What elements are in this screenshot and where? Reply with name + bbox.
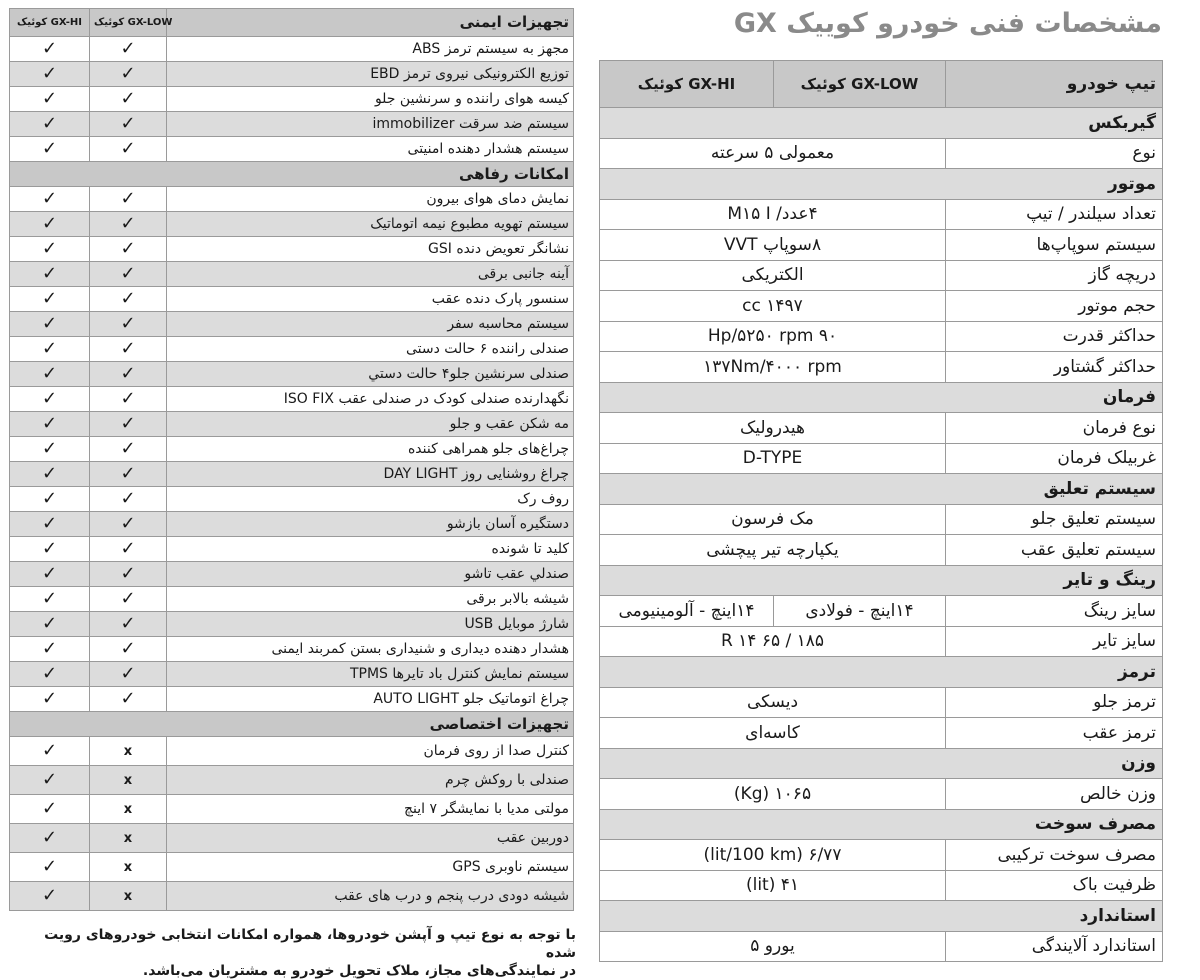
gx-hi-mark xyxy=(10,212,90,237)
gx-low-mark xyxy=(90,412,167,437)
gx-hi-mark xyxy=(10,612,90,637)
table-row xyxy=(10,587,574,612)
gx-hi-mark xyxy=(10,337,90,362)
check-icon: ✓ xyxy=(41,63,58,84)
spec-label: سیستم سوپاپ‌ها xyxy=(946,230,1163,261)
table-row xyxy=(10,337,574,362)
check-icon: ✓ xyxy=(120,188,136,209)
check-icon: ✓ xyxy=(41,538,58,559)
table-row xyxy=(10,362,574,387)
feature-name: سیستم هشدار دهنده امنیتی xyxy=(167,137,574,162)
gx-hi-mark xyxy=(10,662,90,687)
feature-name: سیستم ناوبری GPS xyxy=(167,853,574,882)
gx-hi-mark xyxy=(10,112,90,137)
gx-hi-mark xyxy=(10,853,90,882)
check-icon: ✓ xyxy=(120,88,136,109)
check-icon: ✓ xyxy=(41,88,58,109)
check-icon: ✓ xyxy=(41,188,58,209)
check-icon: ✓ xyxy=(41,263,58,284)
gx-low-mark xyxy=(90,853,167,882)
spec-row-throttle xyxy=(600,260,1163,291)
table-row xyxy=(10,737,574,766)
table-row xyxy=(10,487,574,512)
gx-low-mark xyxy=(90,137,167,162)
gx-hi-mark xyxy=(10,824,90,853)
equipment-table-body xyxy=(10,9,574,911)
spec-label: دریچه گاز xyxy=(946,260,1163,291)
table-row xyxy=(10,824,574,853)
check-icon: ✓ xyxy=(120,638,136,659)
gx-hi-mark xyxy=(10,362,90,387)
check-icon: ✓ xyxy=(120,688,136,709)
gx-low-mark xyxy=(90,737,167,766)
feature-name: سیستم محاسبه سفر xyxy=(167,312,574,337)
check-icon: ✓ xyxy=(41,438,58,459)
spec-label: سیستم تعلیق جلو xyxy=(946,504,1163,535)
cross-icon: x xyxy=(123,831,133,846)
spec-value: دیسکی xyxy=(600,687,946,718)
section-title-weight: وزن xyxy=(600,748,1163,779)
check-icon: ✓ xyxy=(120,138,136,159)
table-row xyxy=(10,87,574,112)
feature-name: صندلي عقب تاشو xyxy=(167,562,574,587)
check-icon: ✓ xyxy=(41,798,58,819)
spec-value: ۹۰ Hp/۵۲۵۰ rpm xyxy=(600,321,946,352)
table-row xyxy=(10,612,574,637)
check-icon: ✓ xyxy=(41,613,58,634)
section-fuel xyxy=(600,809,1163,840)
check-icon: ✓ xyxy=(41,313,58,334)
spec-row-tire-size xyxy=(600,626,1163,657)
gx-low-mark xyxy=(90,337,167,362)
feature-name: چراغ اتوماتیک جلو AUTO LIGHT xyxy=(167,687,574,712)
feature-name: سیستم ضد سرقت immobilizer xyxy=(167,112,574,137)
check-icon: ✓ xyxy=(120,113,136,134)
footnote-line-2: در نمایندگی‌های مجاز، ملاک تحویل خودرو به مشتریان می‌باشد. xyxy=(142,963,576,979)
feature-name: چراغ‌های جلو همراهی کننده xyxy=(167,437,574,462)
check-icon: ✓ xyxy=(41,463,58,484)
feature-name: کنترل صدا از روی فرمان xyxy=(167,737,574,766)
spec-value: D-TYPE xyxy=(600,443,946,474)
check-icon: ✓ xyxy=(120,288,136,309)
gx-low-mark xyxy=(90,262,167,287)
gx-low-mark xyxy=(90,562,167,587)
section-standard xyxy=(600,901,1163,932)
gx-hi-mark xyxy=(10,412,90,437)
spec-row-gearbox-type xyxy=(600,138,1163,169)
table-row xyxy=(10,62,574,87)
check-icon: ✓ xyxy=(41,827,58,848)
spec-label: ترمز جلو xyxy=(946,687,1163,718)
feature-name: صندلی راننده ۶ حالت دستی xyxy=(167,337,574,362)
feature-name: توزیع الکترونیکی نیروی ترمز EBD xyxy=(167,62,574,87)
gx-hi-mark xyxy=(10,287,90,312)
spec-value: هیدرولیک xyxy=(600,413,946,444)
gx-low-mark xyxy=(90,112,167,137)
spec-row-valves xyxy=(600,230,1163,261)
check-icon: ✓ xyxy=(41,138,58,159)
specs-table xyxy=(599,60,1163,962)
section-title-wheels: رینگ و تایر xyxy=(600,565,1163,596)
check-icon: ✓ xyxy=(41,740,58,761)
gx-hi-mark xyxy=(10,137,90,162)
gx-hi-mark xyxy=(10,637,90,662)
gx-hi-mark xyxy=(10,512,90,537)
section-wheels xyxy=(600,565,1163,596)
gx-hi-mark xyxy=(10,237,90,262)
check-icon: ✓ xyxy=(41,563,58,584)
gx-hi-mark xyxy=(10,37,90,62)
table-row xyxy=(10,537,574,562)
gx-hi-mark xyxy=(10,562,90,587)
spec-label: نوع xyxy=(946,138,1163,169)
spec-value: ۸سوپاپ VVT xyxy=(600,230,946,261)
spec-label: سایز رینگ xyxy=(946,596,1163,627)
spec-label: مصرف سوخت ترکیبی xyxy=(946,840,1163,871)
spec-label: وزن خالص xyxy=(946,779,1163,810)
feature-name: صندلی سرنشین جلو۴ حالت دستي xyxy=(167,362,574,387)
gx-low-mark xyxy=(90,662,167,687)
gx-low-mark xyxy=(90,237,167,262)
check-icon: ✓ xyxy=(120,513,136,534)
cross-icon: x xyxy=(123,773,133,788)
spec-label: سیستم تعلیق عقب xyxy=(946,535,1163,566)
check-icon: ✓ xyxy=(41,113,58,134)
footnote-line-1: با توجه به نوع تیپ و آپشن خودروها، همواره امکانات انتخابی خودروهای رویت شده xyxy=(44,927,576,961)
check-icon: ✓ xyxy=(120,538,136,559)
spec-value: ۱۳۷Nm/۴۰۰۰ rpm xyxy=(600,352,946,383)
equipment-table-header xyxy=(10,9,574,37)
section-title-brakes: ترمز xyxy=(600,657,1163,688)
section-title-steering: فرمان xyxy=(600,382,1163,413)
spec-value: ۱۸۵ / ۶۵ R ۱۴ xyxy=(600,626,946,657)
check-icon: ✓ xyxy=(41,488,58,509)
spec-label: نوع فرمان xyxy=(946,413,1163,444)
check-icon: ✓ xyxy=(41,588,58,609)
gx-hi-mark xyxy=(10,312,90,337)
spec-row-combined-fuel xyxy=(600,840,1163,871)
gx-low-mark xyxy=(90,882,167,911)
check-icon: ✓ xyxy=(41,213,58,234)
gx-hi-mark xyxy=(10,487,90,512)
feature-name: صندلی با روکش چرم xyxy=(167,766,574,795)
table-row xyxy=(10,637,574,662)
feature-name: نگهدارنده صندلی کودک در صندلی عقب ISO FIX xyxy=(167,387,574,412)
feature-name: کیسه هوای راننده و سرنشین جلو xyxy=(167,87,574,112)
gx-hi-mark xyxy=(10,587,90,612)
check-icon: ✓ xyxy=(120,63,136,84)
check-icon: ✓ xyxy=(41,363,58,384)
table-row xyxy=(10,462,574,487)
gx-low-mark xyxy=(90,766,167,795)
spec-label: ترمز عقب xyxy=(946,718,1163,749)
spec-label: حداکثر قدرت xyxy=(946,321,1163,352)
spec-value: کاسه‌ای xyxy=(600,718,946,749)
footnote xyxy=(14,926,576,980)
spec-label: سایز تایر xyxy=(946,626,1163,657)
check-icon: ✓ xyxy=(41,663,58,684)
cross-icon: x xyxy=(123,889,133,904)
gx-hi-mark xyxy=(10,537,90,562)
cross-icon: x xyxy=(123,860,133,875)
spec-label: غربیلک فرمان xyxy=(946,443,1163,474)
check-icon: ✓ xyxy=(41,513,58,534)
gx-low-mark xyxy=(90,537,167,562)
feature-name: هشدار دهنده دیداری و شنیداری بستن کمربند ایمنی xyxy=(167,637,574,662)
table-row xyxy=(10,687,574,712)
specs-table-header xyxy=(600,61,1163,108)
gx-low-mark xyxy=(90,312,167,337)
table-row xyxy=(10,237,574,262)
gx-hi-mark xyxy=(10,187,90,212)
column-header-gx-low: کوئیک GX-LOW xyxy=(774,61,946,108)
check-icon: ✓ xyxy=(120,213,136,234)
gx-hi-mark xyxy=(10,882,90,911)
check-icon: ✓ xyxy=(120,563,136,584)
check-icon: ✓ xyxy=(41,288,58,309)
gx-low-mark xyxy=(90,87,167,112)
spec-row-power xyxy=(600,321,1163,352)
check-icon: ✓ xyxy=(41,413,58,434)
cross-icon: x xyxy=(123,744,133,759)
feature-name: سیستم نمایش کنترل باد تایرها TPMS xyxy=(167,662,574,687)
gx-hi-mark xyxy=(10,737,90,766)
feature-name: شیشه دودی درب پنجم و درب های عقب xyxy=(167,882,574,911)
check-icon: ✓ xyxy=(120,588,136,609)
column-header-type: تیپ خودرو xyxy=(946,61,1163,108)
gx-low-mark xyxy=(90,362,167,387)
gx-low-mark xyxy=(90,37,167,62)
check-icon: ✓ xyxy=(41,856,58,877)
spec-value: یورو ۵ xyxy=(600,931,946,962)
table-row xyxy=(10,312,574,337)
spec-value-gx-low: ۱۴اینچ - فولادی xyxy=(774,596,946,627)
table-row xyxy=(10,137,574,162)
page-title: مشخصات فنی خودرو کوییک GX xyxy=(733,8,1162,39)
spec-row-displacement xyxy=(600,291,1163,322)
spec-label: ظرفیت باک xyxy=(946,870,1163,901)
gx-low-mark xyxy=(90,487,167,512)
spec-row-rear-suspension xyxy=(600,535,1163,566)
table-row xyxy=(10,387,574,412)
gx-hi-mark xyxy=(10,387,90,412)
spec-value: الکتریکی xyxy=(600,260,946,291)
table-row xyxy=(10,437,574,462)
section-title-gearbox: گیربکس xyxy=(600,108,1163,139)
spec-row-front-brake xyxy=(600,687,1163,718)
section-engine xyxy=(600,169,1163,200)
section-brakes xyxy=(600,657,1163,688)
feature-name: سنسور پارک دنده عقب xyxy=(167,287,574,312)
check-icon: ✓ xyxy=(120,388,136,409)
section-exclusive xyxy=(10,712,574,737)
gx-hi-mark xyxy=(10,795,90,824)
spec-value: ۴۱ (lit) xyxy=(600,870,946,901)
table-row xyxy=(10,212,574,237)
equipment-table xyxy=(9,8,574,911)
feature-name: نمایش دمای هوای بیرون xyxy=(167,187,574,212)
check-icon: ✓ xyxy=(120,238,136,259)
gx-low-mark xyxy=(90,437,167,462)
gx-low-mark xyxy=(90,612,167,637)
check-icon: ✓ xyxy=(120,338,136,359)
feature-name: سیستم تهویه مطبوع نیمه اتوماتیک xyxy=(167,212,574,237)
check-icon: ✓ xyxy=(120,38,136,59)
check-icon: ✓ xyxy=(120,613,136,634)
spec-value: یکپارچه تیر پیچشی xyxy=(600,535,946,566)
spec-label: تعداد سیلندر / تیپ xyxy=(946,199,1163,230)
check-icon: ✓ xyxy=(120,263,136,284)
check-icon: ✓ xyxy=(120,313,136,334)
feature-name: دوربین عقب xyxy=(167,824,574,853)
section-title-comfort: امکانات رفاهی xyxy=(10,162,574,187)
check-icon: ✓ xyxy=(41,338,58,359)
gx-low-mark xyxy=(90,462,167,487)
table-row xyxy=(10,262,574,287)
feature-name: کلید تا شونده xyxy=(167,537,574,562)
gx-low-mark xyxy=(90,212,167,237)
gx-hi-mark xyxy=(10,62,90,87)
table-row xyxy=(10,795,574,824)
spec-row-steering-box xyxy=(600,443,1163,474)
gx-hi-mark xyxy=(10,687,90,712)
spec-value: ۶/۷۷ (lit/100 km) xyxy=(600,840,946,871)
table-row xyxy=(10,662,574,687)
check-icon: ✓ xyxy=(120,363,136,384)
gx-low-mark xyxy=(90,687,167,712)
spec-row-torque xyxy=(600,352,1163,383)
spec-value: مک فرسون xyxy=(600,504,946,535)
column-header-gx-hi: کوئیک GX-HI xyxy=(10,9,90,37)
check-icon: ✓ xyxy=(41,388,58,409)
check-icon: ✓ xyxy=(41,38,58,59)
table-row xyxy=(10,412,574,437)
spec-value: معمولی ۵ سرعته xyxy=(600,138,946,169)
feature-name: دستگیره آسان بازشو xyxy=(167,512,574,537)
column-header-gx-hi: کوئیک GX-HI xyxy=(600,61,774,108)
feature-name: آینه جانبی برقی xyxy=(167,262,574,287)
table-row xyxy=(10,562,574,587)
table-row xyxy=(10,287,574,312)
check-icon: ✓ xyxy=(41,885,58,906)
check-icon: ✓ xyxy=(41,238,58,259)
gx-hi-mark xyxy=(10,766,90,795)
gx-low-mark xyxy=(90,287,167,312)
spec-label: حداکثر گشتاور xyxy=(946,352,1163,383)
section-comfort xyxy=(10,162,574,187)
feature-name: روف رک xyxy=(167,487,574,512)
gx-low-mark xyxy=(90,824,167,853)
spec-row-emission xyxy=(600,931,1163,962)
spec-row-cylinders xyxy=(600,199,1163,230)
check-icon: ✓ xyxy=(120,488,136,509)
spec-value: ۴عدد/ M۱۵ I xyxy=(600,199,946,230)
feature-name: شارژ موبایل USB xyxy=(167,612,574,637)
gx-low-mark xyxy=(90,387,167,412)
spec-row-rim-size xyxy=(600,596,1163,627)
check-icon: ✓ xyxy=(120,438,136,459)
check-icon: ✓ xyxy=(41,769,58,790)
cross-icon: x xyxy=(123,802,133,817)
gx-low-mark xyxy=(90,637,167,662)
spec-row-rear-brake xyxy=(600,718,1163,749)
spec-row-steering-type xyxy=(600,413,1163,444)
gx-hi-mark xyxy=(10,462,90,487)
table-row xyxy=(10,37,574,62)
section-weight xyxy=(600,748,1163,779)
spec-value: ۱۴۹۷ cc xyxy=(600,291,946,322)
gx-hi-mark xyxy=(10,437,90,462)
gx-low-mark xyxy=(90,62,167,87)
feature-name: نشانگر تعویض دنده GSI xyxy=(167,237,574,262)
section-title-fuel: مصرف سوخت xyxy=(600,809,1163,840)
feature-name: مه شکن عقب و جلو xyxy=(167,412,574,437)
feature-name: مجهز به سیستم ترمز ABS xyxy=(167,37,574,62)
table-row xyxy=(10,853,574,882)
check-icon: ✓ xyxy=(120,463,136,484)
gx-low-mark xyxy=(90,512,167,537)
column-header-gx-low: کوئیک GX-LOW xyxy=(90,9,167,37)
spec-value: ۱۰۶۵ (Kg) xyxy=(600,779,946,810)
check-icon: ✓ xyxy=(41,638,58,659)
gx-low-mark xyxy=(90,187,167,212)
check-icon: ✓ xyxy=(120,663,136,684)
section-gearbox xyxy=(600,108,1163,139)
spec-row-front-suspension xyxy=(600,504,1163,535)
spec-label: استاندارد آلایندگی xyxy=(946,931,1163,962)
spec-row-tank xyxy=(600,870,1163,901)
gx-low-mark xyxy=(90,795,167,824)
feature-name: مولتی مدیا با نمایشگر ۷ اینچ xyxy=(167,795,574,824)
section-title-standard: استاندارد xyxy=(600,901,1163,932)
table-row xyxy=(10,187,574,212)
section-title-safety: تجهیزات ایمنی xyxy=(167,9,574,37)
check-icon: ✓ xyxy=(120,413,136,434)
section-title-engine: موتور xyxy=(600,169,1163,200)
section-steering xyxy=(600,382,1163,413)
gx-hi-mark xyxy=(10,262,90,287)
gx-low-mark xyxy=(90,587,167,612)
table-row xyxy=(10,882,574,911)
feature-name: شیشه بالابر برقی xyxy=(167,587,574,612)
section-suspension xyxy=(600,474,1163,505)
spec-label: حجم موتور xyxy=(946,291,1163,322)
table-row xyxy=(10,112,574,137)
table-row xyxy=(10,766,574,795)
spec-value-gx-hi: ۱۴اینچ - آلومینیومی xyxy=(600,596,774,627)
section-title-suspension: سیستم تعلیق xyxy=(600,474,1163,505)
feature-name: چراغ روشنایی روز DAY LIGHT xyxy=(167,462,574,487)
gx-hi-mark xyxy=(10,87,90,112)
section-title-exclusive: تجهیزات اختصاصی xyxy=(10,712,574,737)
table-row xyxy=(10,512,574,537)
spec-row-net-weight xyxy=(600,779,1163,810)
check-icon: ✓ xyxy=(41,688,58,709)
